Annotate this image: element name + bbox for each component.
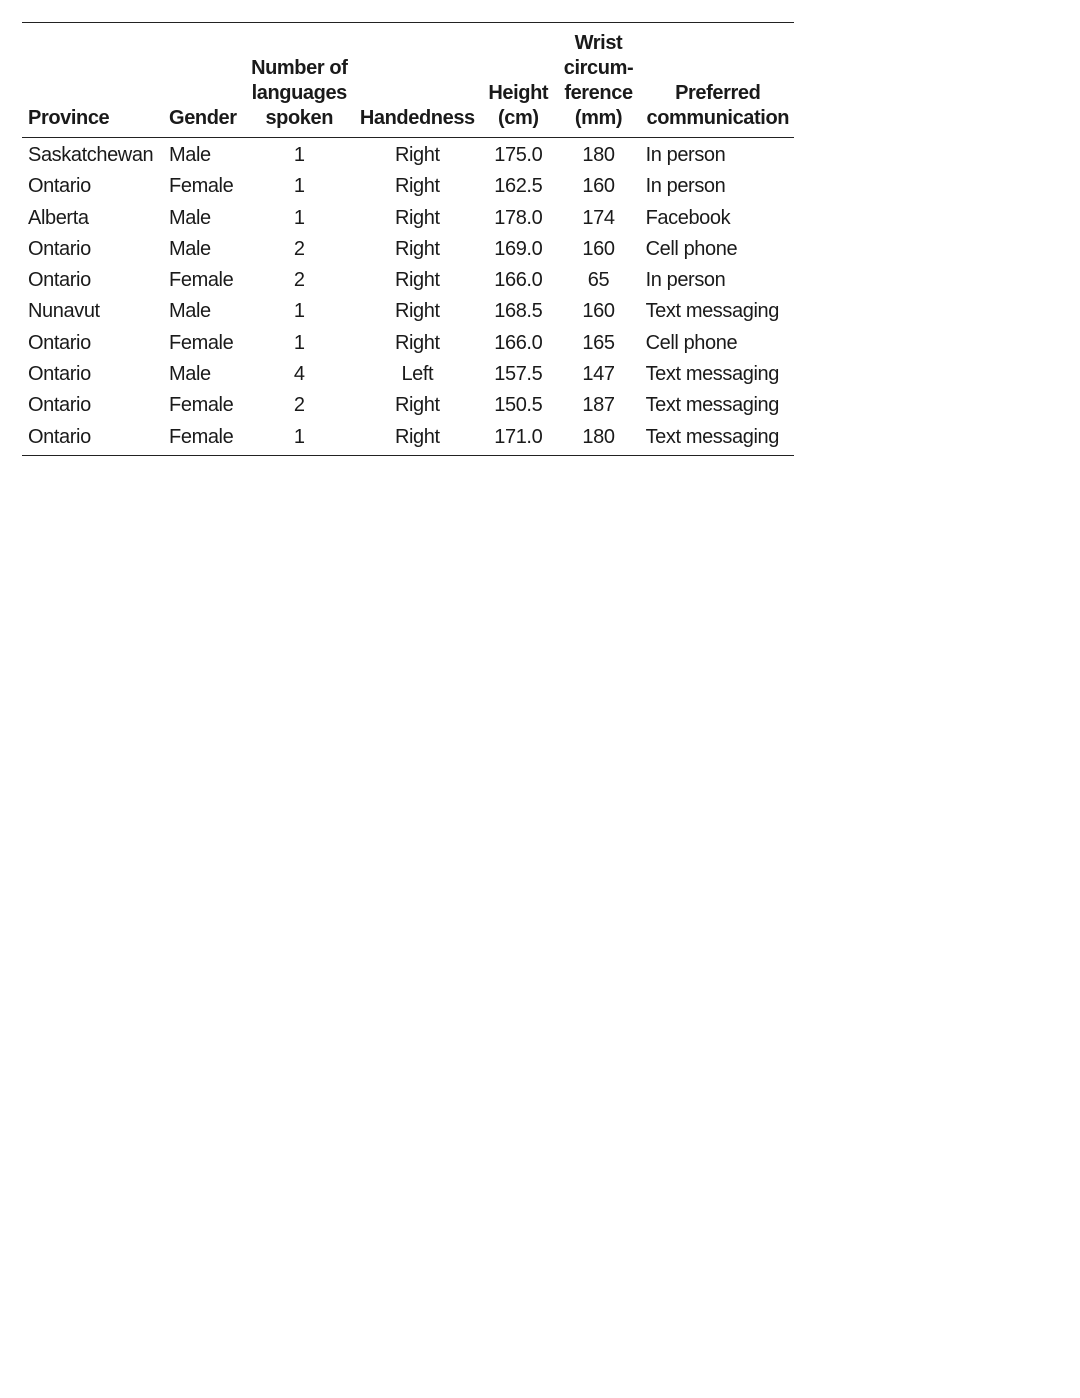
- cell-gender: Male: [169, 237, 211, 260]
- table-row: [22, 422, 794, 456]
- cell-province: Ontario: [28, 425, 91, 448]
- header-wrist-line-3: ference: [564, 82, 633, 104]
- cell-gender: Male: [169, 300, 211, 323]
- header-gender: [165, 23, 245, 138]
- header-wrist-line-2: circum-: [563, 57, 634, 79]
- header-languages-line-3: spoken: [265, 107, 334, 129]
- cell-languages: 4: [293, 363, 305, 386]
- cell-languages: 1: [293, 175, 305, 198]
- cell-preferred-communication: Cell phone: [645, 237, 738, 260]
- cell-handedness: Right: [394, 269, 440, 292]
- cell-height: 171.0: [494, 425, 543, 448]
- cell-wrist: 174: [582, 206, 615, 229]
- header-province-line: Province: [28, 107, 110, 129]
- cell-handedness: Right: [394, 144, 440, 166]
- cell-gender: Female: [169, 394, 234, 417]
- cell-wrist: 65: [587, 269, 610, 292]
- header-languages: [245, 23, 353, 138]
- data-table-container: [22, 22, 794, 456]
- cell-gender: Female: [169, 425, 234, 448]
- table-row: [22, 359, 794, 390]
- cell-gender: Female: [169, 269, 234, 292]
- cell-gender: Male: [169, 144, 211, 166]
- data-table: [22, 22, 794, 456]
- cell-height: 178.0: [494, 206, 543, 229]
- table-row: [22, 171, 794, 202]
- header-languages-line-1: Number of: [251, 57, 348, 79]
- cell-province: Ontario: [28, 237, 91, 260]
- cell-preferred-communication: Facebook: [645, 206, 731, 229]
- cell-languages: 1: [293, 331, 305, 354]
- cell-handedness: Left: [401, 363, 434, 386]
- cell-province: Ontario: [28, 269, 91, 292]
- cell-languages: 2: [293, 394, 305, 417]
- cell-wrist: 165: [582, 331, 615, 354]
- cell-languages: 1: [293, 206, 305, 229]
- table-row: [22, 138, 794, 172]
- cell-preferred-communication: In person: [645, 144, 726, 166]
- header-height: [481, 23, 555, 138]
- cell-handedness: Right: [394, 206, 440, 229]
- cell-handedness: Right: [394, 175, 440, 198]
- cell-preferred-communication: Cell phone: [645, 331, 738, 354]
- cell-province: Saskatchewan: [28, 144, 154, 166]
- cell-height: 166.0: [494, 269, 543, 292]
- cell-height: 150.5: [494, 394, 543, 417]
- header-wrist-line-1: Wrist: [574, 32, 623, 54]
- cell-handedness: Right: [394, 425, 440, 448]
- header-handedness: [353, 23, 481, 138]
- header-height-line-2: (cm): [497, 107, 539, 129]
- header-preferred-line-1: Preferred: [675, 82, 761, 104]
- header-wrist: [555, 23, 641, 138]
- cell-gender: Male: [169, 206, 211, 229]
- cell-wrist: 147: [582, 363, 615, 386]
- cell-handedness: Right: [394, 394, 440, 417]
- cell-languages: 2: [293, 269, 305, 292]
- header-gender-line: Gender: [169, 107, 237, 129]
- cell-languages: 1: [293, 144, 305, 166]
- cell-province: Ontario: [28, 175, 91, 198]
- cell-preferred-communication: In person: [645, 269, 726, 292]
- table-body: [22, 138, 794, 456]
- cell-wrist: 180: [582, 425, 615, 448]
- header-languages-line-2: languages: [251, 82, 347, 104]
- cell-languages: 2: [293, 237, 305, 260]
- cell-preferred-communication: Text messaging: [645, 363, 779, 386]
- table-row: [22, 296, 794, 327]
- cell-wrist: 180: [582, 144, 615, 166]
- cell-preferred-communication: In person: [645, 175, 726, 198]
- header-preferred-line-2: communication: [646, 107, 790, 129]
- header-handedness-line: Handedness: [359, 107, 475, 129]
- table-header: [22, 23, 794, 138]
- header-wrist-line-4: (mm): [574, 107, 623, 129]
- cell-province: Nunavut: [28, 300, 100, 323]
- cell-wrist: 160: [582, 300, 615, 323]
- table-row: [22, 328, 794, 359]
- table-row: [22, 234, 794, 265]
- cell-handedness: Right: [394, 331, 440, 354]
- cell-preferred-communication: Text messaging: [645, 394, 779, 417]
- table-row: [22, 390, 794, 421]
- cell-preferred-communication: Text messaging: [645, 425, 779, 448]
- cell-languages: 1: [293, 425, 305, 448]
- cell-wrist: 160: [582, 237, 615, 260]
- cell-handedness: Right: [394, 300, 440, 323]
- cell-province: Ontario: [28, 394, 91, 417]
- cell-province: Alberta: [28, 206, 89, 229]
- cell-wrist: 160: [582, 175, 615, 198]
- cell-height: 168.5: [494, 300, 543, 323]
- table-row: [22, 265, 794, 296]
- table-row: [22, 203, 794, 234]
- cell-province: Ontario: [28, 363, 91, 386]
- cell-preferred-communication: Text messaging: [645, 300, 779, 323]
- header-preferred-communication: [642, 23, 794, 138]
- cell-height: 166.0: [494, 331, 543, 354]
- cell-gender: Male: [169, 363, 211, 386]
- cell-height: 175.0: [494, 144, 543, 166]
- cell-gender: Female: [169, 331, 234, 354]
- cell-wrist: 187: [582, 394, 615, 417]
- cell-height: 162.5: [494, 175, 543, 198]
- cell-gender: Female: [169, 175, 234, 198]
- cell-height: 169.0: [494, 237, 543, 260]
- cell-province: Ontario: [28, 331, 91, 354]
- cell-languages: 1: [293, 300, 305, 323]
- cell-height: 157.5: [494, 363, 543, 386]
- cell-handedness: Right: [394, 237, 440, 260]
- header-row: [22, 23, 794, 138]
- header-province: [22, 23, 165, 138]
- header-height-line-1: Height: [488, 82, 549, 104]
